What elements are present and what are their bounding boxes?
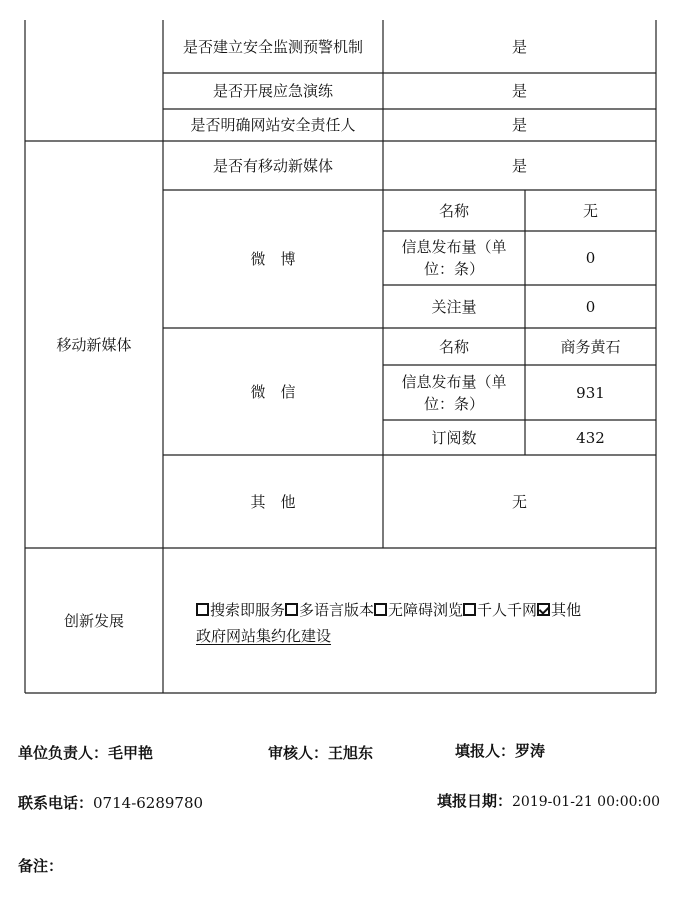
option-multilingual[interactable]: 多语言版本 [285, 601, 374, 619]
other-media-value: 无 [511, 492, 527, 511]
innovation-other-text: 政府网站集约化建设 [196, 627, 332, 645]
fill-date: 填报日期：2019-01-21 00:00:00 [437, 792, 661, 810]
checkbox-empty-icon[interactable] [374, 603, 387, 616]
weixin-posts-label: 信息发布量（单位：条） [401, 372, 507, 413]
weixin-posts-value: 931 [576, 383, 605, 402]
weibo-name-label: 名称 [438, 201, 469, 220]
weibo-label: 微 博 [250, 250, 296, 268]
option-other[interactable]: 其他 [537, 601, 581, 619]
notes-label: 备注： [18, 857, 64, 875]
checkbox-empty-icon[interactable] [285, 603, 298, 616]
option-accessibility[interactable]: 无障碍浏览 [374, 601, 463, 619]
has-media-value: 是 [511, 156, 527, 175]
weibo-posts-value: 0 [585, 249, 596, 267]
weixin-subscribers-label: 订阅数 [431, 428, 477, 447]
weixin-label: 微 信 [250, 382, 296, 401]
option-search-service[interactable]: 搜索即服务 [196, 601, 285, 619]
weibo-posts-label: 信息发布量（单位：条） [401, 238, 507, 278]
checkbox-empty-icon[interactable] [463, 603, 476, 616]
weixin-name-label: 名称 [438, 337, 469, 356]
weibo-followers-value: 0 [585, 297, 596, 316]
weibo-followers-label: 关注量 [431, 297, 477, 316]
weibo-name-value: 无 [582, 201, 598, 220]
innovation-section-label: 创新发展 [63, 611, 124, 630]
weixin-subscribers-value: 432 [576, 428, 605, 447]
has-media-label: 是否有移动新媒体 [212, 156, 333, 175]
media-section-label: 移动新媒体 [56, 335, 132, 354]
filler: 填报人：罗涛 [455, 742, 546, 760]
contact-phone: 联系电话：0714-6289780 [18, 794, 204, 812]
emergency-drill-label: 是否开展应急演练 [212, 82, 333, 100]
innovation-option-list [196, 597, 656, 623]
checkbox-empty-icon[interactable] [196, 603, 209, 616]
checkbox-checked-icon[interactable] [537, 603, 550, 616]
weixin-name-value: 商务黄石 [560, 337, 621, 356]
reviewer: 审核人：王旭东 [268, 744, 374, 762]
innovation-options [196, 597, 656, 649]
security-owner-value: 是 [511, 116, 527, 134]
security-monitor-value: 是 [511, 37, 527, 56]
option-personalized[interactable]: 千人千网 [463, 601, 537, 619]
emergency-drill-value: 是 [511, 82, 527, 100]
unit-head: 单位负责人：毛甲艳 [18, 744, 154, 762]
security-owner-label: 是否明确网站安全责任人 [190, 116, 356, 134]
security-monitor-label: 是否建立安全监测预警机制 [182, 37, 363, 56]
other-media-label: 其 他 [250, 492, 296, 511]
